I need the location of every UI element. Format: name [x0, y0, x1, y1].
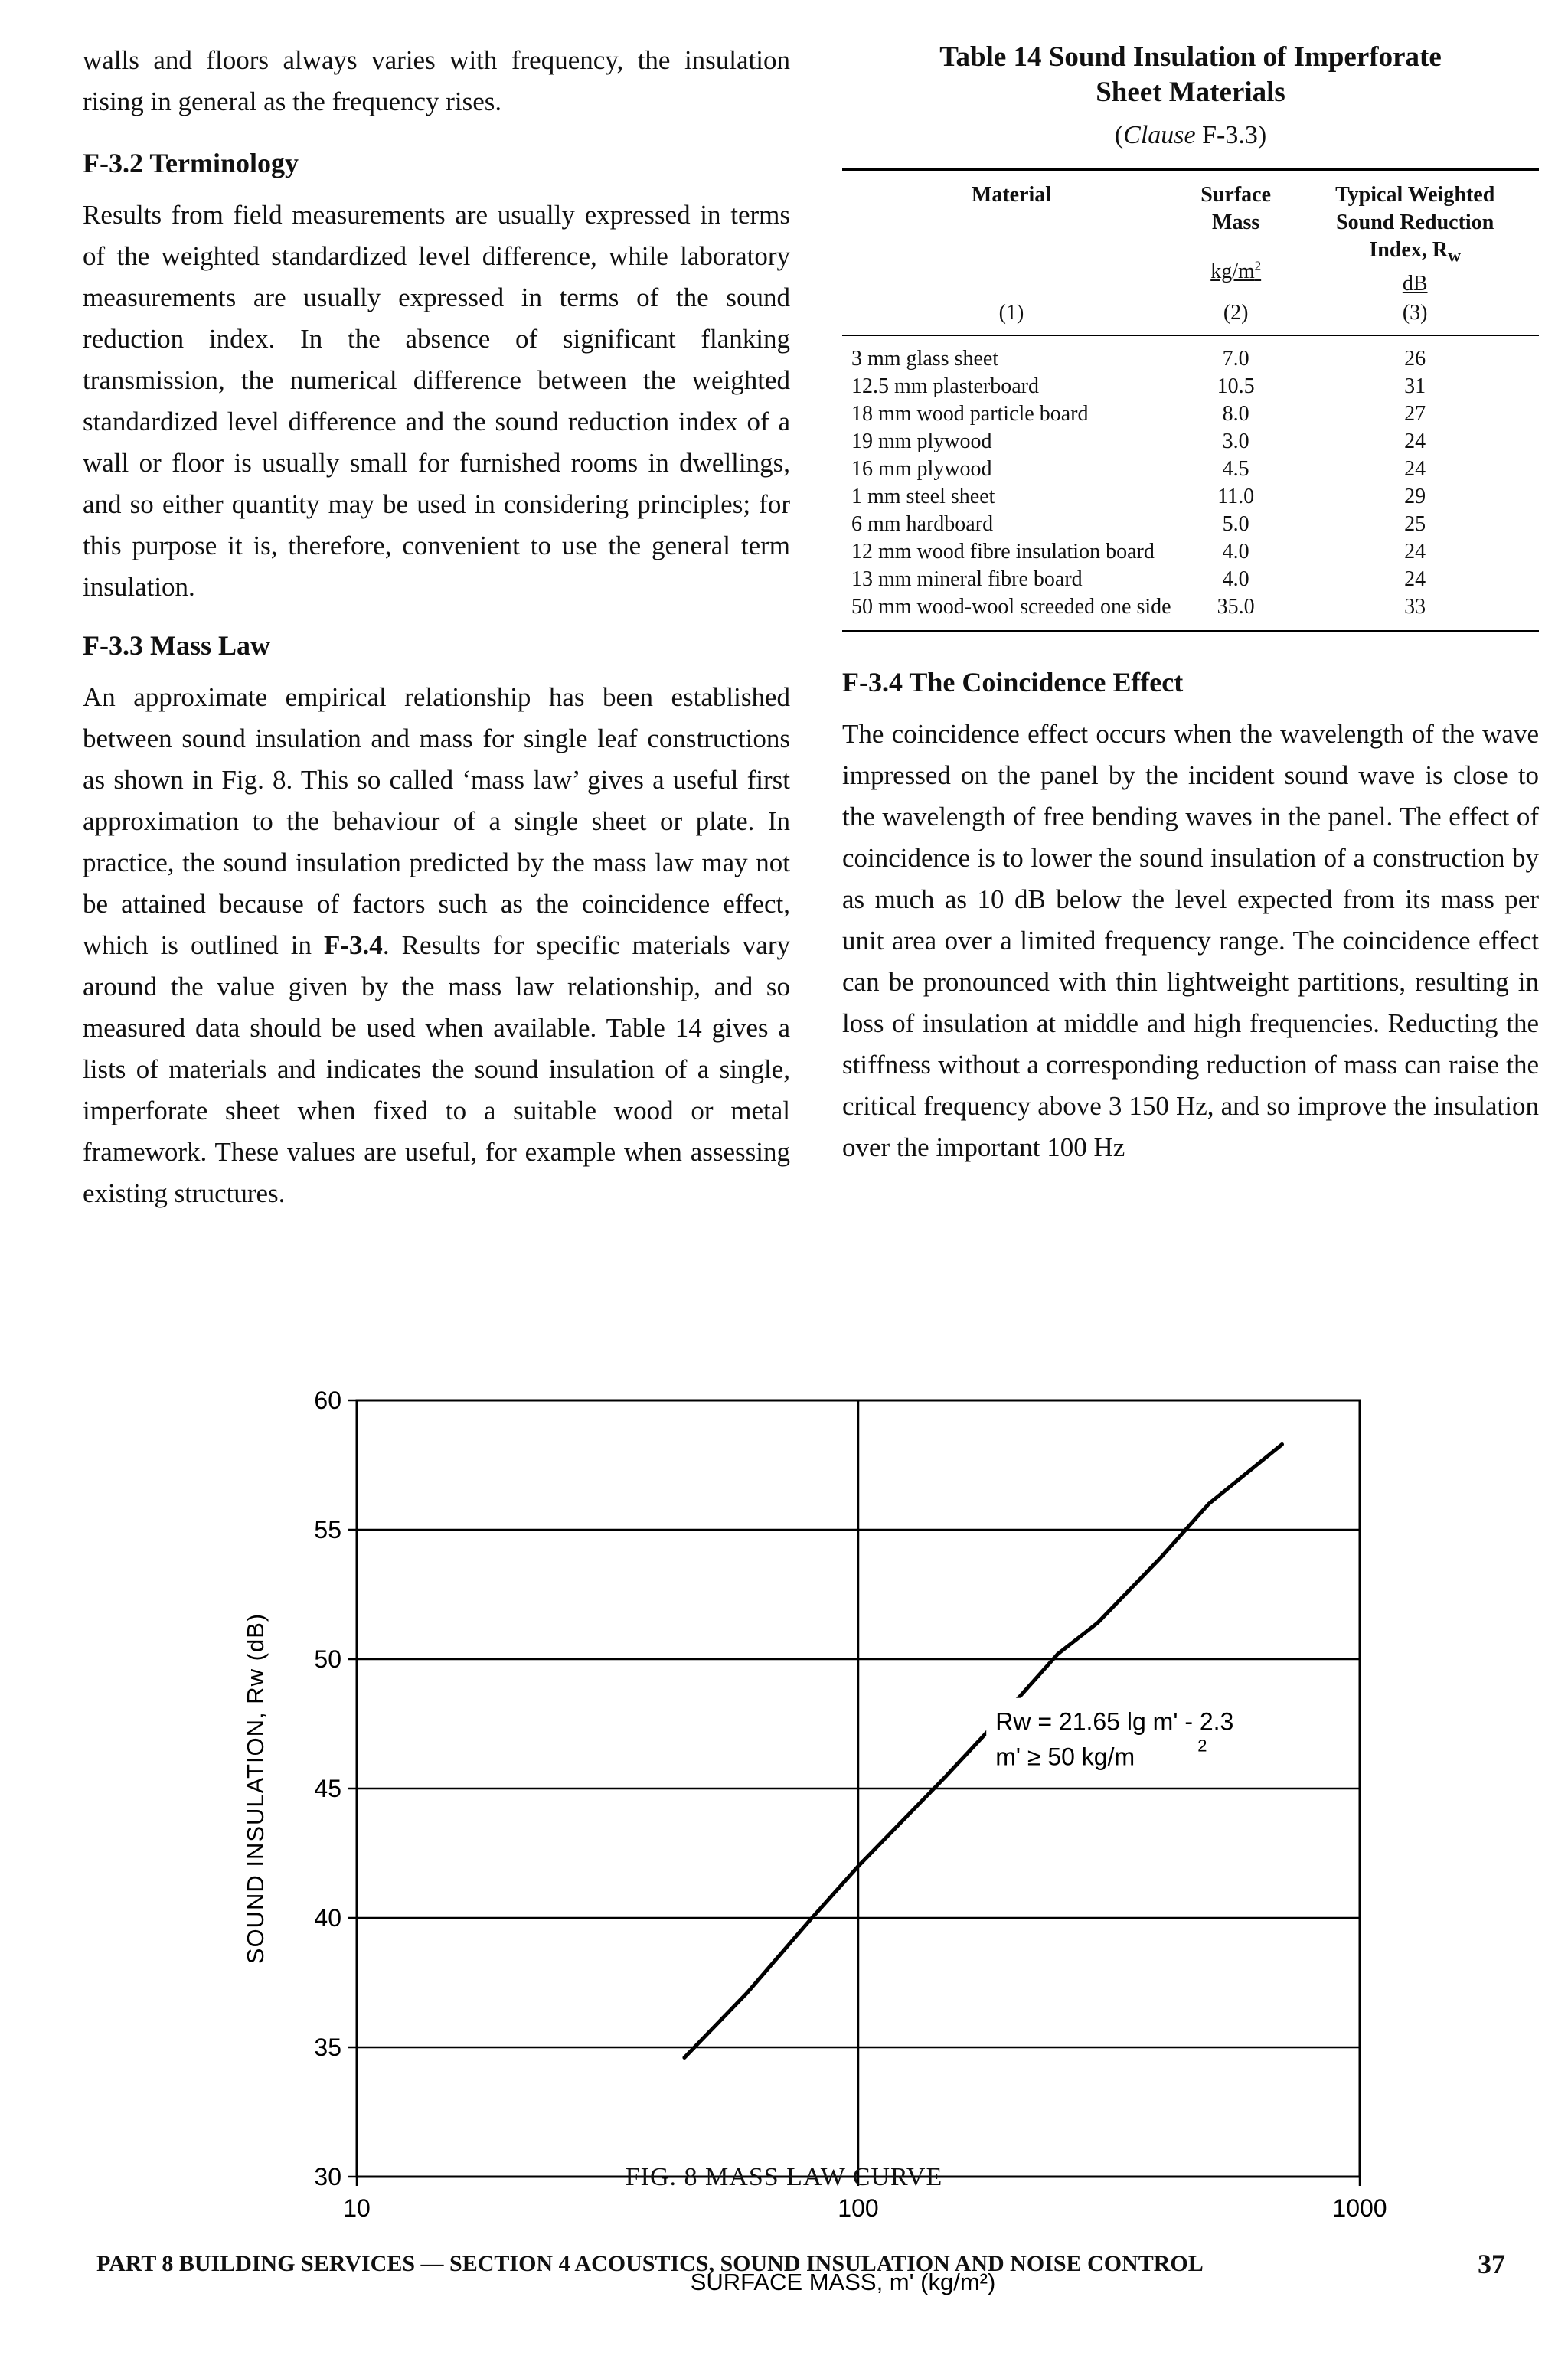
mass-cell: 3.0: [1222, 429, 1250, 453]
terminology-heading: F-3.2 Terminology: [83, 148, 299, 178]
col-num-3: (3): [1291, 299, 1539, 335]
header-index-line3: [1292, 237, 1538, 270]
rw-cell: 26: [1404, 346, 1426, 371]
header-index-line1: Typical Weighted: [1335, 183, 1495, 207]
material-cell: 6 mm hardboard: [851, 511, 994, 536]
y-tick-label: 60: [314, 1387, 341, 1414]
mass-law-text-after: . Results for specific materials vary around the value given by the mass law relationship, and so measured data should be used when available. Table 14 gives a lists of materials and indicates the sound insulation of a single, imperforate sheet when fixed to a suitable wood or metal framework. These values are useful, for example when assessing existing structures.: [83, 930, 790, 1208]
coincidence-section-ref: F-3.4: [324, 930, 383, 960]
index-line3-text: Index, R: [1369, 238, 1449, 262]
mass-cell: 8.0: [1222, 401, 1250, 426]
page-footer: [96, 2251, 1505, 2277]
header-surface-mass: [1181, 170, 1291, 299]
table-row: [842, 335, 1539, 373]
clause-ref: F-3.3: [1202, 121, 1258, 149]
header-index-line2: Sound Reduction: [1336, 211, 1494, 234]
figure-caption: FIG. 8 MASS LAW CURVE: [625, 2163, 943, 2191]
clause-word: Clause: [1123, 121, 1196, 149]
col-num-2: (2): [1181, 299, 1291, 335]
mass-cell: 4.0: [1222, 539, 1250, 564]
rw-cell: 27: [1404, 401, 1426, 426]
y-axis-label: SOUND INSULATION, Rw (dB): [242, 1612, 269, 1965]
x-tick-label: 10: [343, 2194, 371, 2222]
table-row: [842, 373, 1539, 400]
y-tick-label: 55: [314, 1516, 341, 1544]
coincidence-paragraph: The coincidence effect occurs when the wavelength of the wave impressed on the panel by the incident sound wave is close to the wavelength of free bending waves in the panel. The effect of coincidence is to lower the sound insulation of a construction by as much as 10 dB below the level expected from its mass per unit area over a limited frequency range. The coincidence effect can be pronounced with thin lightweight partitions, resulting in loss of insulation at middle and high frequencies. Reducting the stiffness without a corresponding reduction of mass can raise the critical frequency above 3 150 Hz, and so improve the insulation over the important 100 Hz: [842, 718, 1539, 1162]
col-num-1: (1): [842, 299, 1181, 335]
rw-cell: 24: [1404, 567, 1426, 591]
header-surface-line2: Mass: [1212, 211, 1260, 234]
terminology-paragraph: Results from field measurements are usually expressed in terms of the weighted standardized level difference, while laboratory measurements are usually expressed in terms of the sound reduction index. In the absence of significant flanking transmission, the numerical difference between the weighted standardized level difference and the sound reduction index of a wall or floor is usually small for furnished rooms in dwellings, and so either quantity may be used in considering principles; for this purpose it is, therefore, convenient to use the general term insulation.: [83, 200, 790, 602]
table-row: [842, 511, 1539, 538]
table-body: [842, 335, 1539, 632]
material-cell: 16 mm plywood: [851, 456, 992, 481]
x-tick-label: 100: [838, 2194, 879, 2222]
y-tick-label: 45: [314, 1775, 341, 1802]
header-surface-unit: $kg/m^2$: [1210, 258, 1262, 283]
rw-cell: 33: [1291, 593, 1539, 632]
mass-cell: 5.0: [1222, 511, 1250, 536]
surface-unit-text: kg/m: [1210, 260, 1255, 283]
left-column: [83, 40, 790, 1214]
right-column: [842, 40, 1539, 1168]
header-index: [1291, 170, 1539, 299]
material-cell: 50 mm wood-wool screeded one side: [842, 593, 1181, 632]
header-index-unit: dB: [1402, 271, 1428, 296]
table-row: [842, 483, 1539, 511]
table-row: [842, 456, 1539, 483]
mass-cell: 35.0: [1181, 593, 1291, 632]
mass-cell: 10.5: [1217, 374, 1255, 398]
material-cell: 1 mm steel sheet: [851, 484, 995, 508]
equation-annotation: Rw = 21.65 lg m' - 2.3: [995, 1707, 1234, 1736]
table-14: [842, 168, 1539, 632]
page-number: 37: [1478, 2249, 1505, 2279]
y-tick-label: 30: [314, 2163, 341, 2190]
mass-law-text-before: An approximate empirical relationship has been established between sound insulation and mass for single leaf constructions as shown in Fig. 8. This so called ‘mass law’ gives a useful first approximation to the behaviour of a single sheet or plate. In practice, the sound insulation predicted by the mass law may not be attained because of factors such as the coincidence effect, which is outlined in: [83, 682, 790, 960]
table-row: [842, 538, 1539, 566]
mass-cell: 7.0: [1222, 346, 1250, 371]
footer-text: PART 8 BUILDING SERVICES — SECTION 4 ACOUSTICS, SOUND INSULATION AND NOISE CONTROL: [96, 2251, 1204, 2276]
mass-law-paragraph: [83, 677, 790, 1214]
coincidence-heading: F-3.4 The Coincidence Effect: [842, 666, 1184, 697]
table-caption: [842, 40, 1539, 110]
table-clause: (Clause F-3.3): [1114, 121, 1267, 149]
rw-cell: 29: [1404, 484, 1426, 508]
y-tick-label: 35: [314, 2034, 341, 2061]
table-caption-line2: Sheet Materials: [1096, 77, 1285, 108]
table-row: [842, 400, 1539, 428]
condition-annotation: m' ≥ 50 kg/m: [995, 1743, 1135, 1771]
mass-cell: 4.5: [1222, 456, 1250, 481]
intro-paragraph: walls and floors always varies with frequency, the insulation rising in general as the frequency rises.: [83, 45, 790, 116]
material-cell: 12.5 mm plasterboard: [851, 374, 1039, 398]
x-axis-label: SURFACE MASS, m' (kg/m²): [690, 2269, 996, 2295]
header-material: Material: [842, 170, 1181, 299]
index-subscript: w: [1448, 246, 1461, 266]
material-cell: 13 mm mineral fibre board: [851, 567, 1083, 591]
table-row: [842, 566, 1539, 593]
y-tick-label: 40: [314, 1904, 341, 1932]
header-surface-line1: Surface: [1200, 183, 1272, 207]
rw-cell: 24: [1404, 429, 1426, 453]
material-cell: 3 mm glass sheet: [851, 346, 999, 371]
material-cell: 12 mm wood fibre insulation board: [851, 539, 1155, 564]
material-cell: 19 mm plywood: [851, 429, 992, 453]
condition-superscript: 2: [1197, 1736, 1207, 1756]
y-tick-label: 50: [314, 1645, 341, 1673]
table-caption-line1: Table 14 Sound Insulation of Imperforate: [939, 41, 1442, 73]
rw-cell: 31: [1404, 374, 1426, 398]
table-row: [842, 593, 1539, 632]
mass-law-heading: F-3.3 Mass Law: [83, 630, 270, 661]
x-tick-label: 1000: [1332, 2194, 1387, 2222]
material-cell: 18 mm wood particle board: [851, 401, 1089, 426]
table-row: [842, 428, 1539, 456]
rw-cell: 25: [1404, 511, 1426, 536]
mass-cell: 4.0: [1222, 567, 1250, 591]
rw-cell: 24: [1404, 539, 1426, 564]
mass-cell: 11.0: [1217, 484, 1255, 508]
rw-cell: 24: [1404, 456, 1426, 481]
